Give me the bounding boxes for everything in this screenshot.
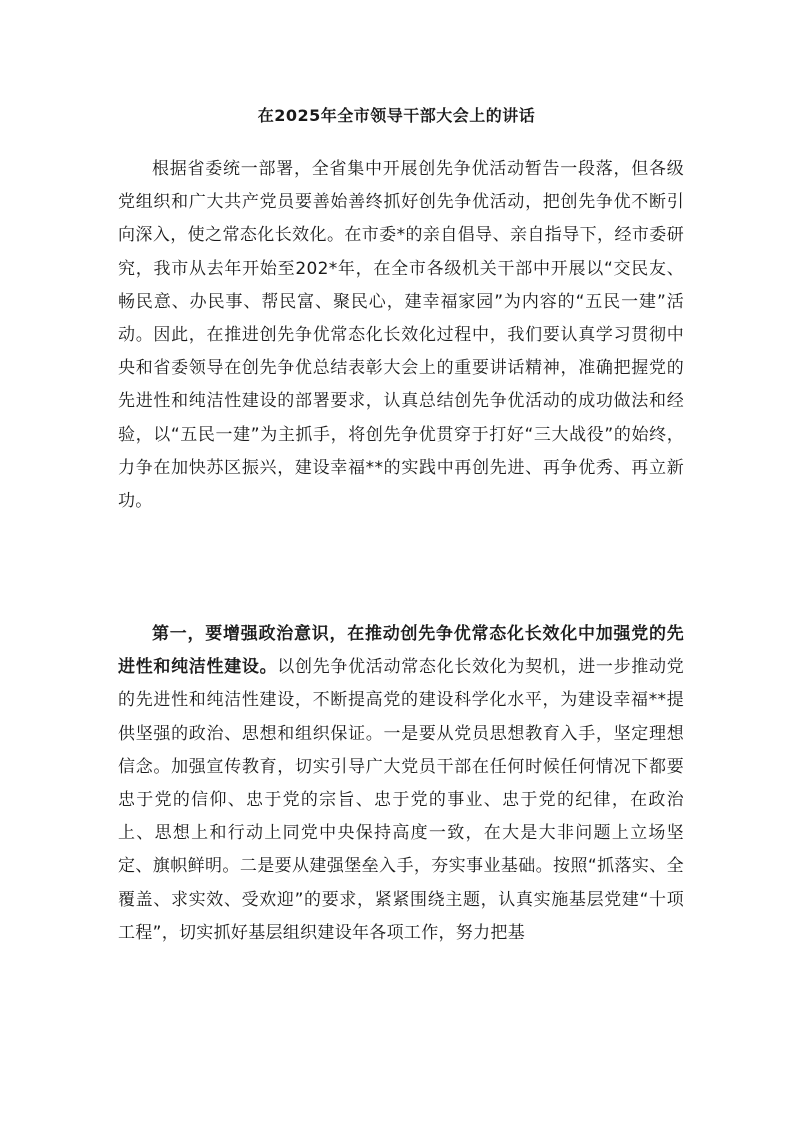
paragraph-2 (118, 618, 684, 950)
paragraph-1: 根据省委统一部署，全省集中开展创先争优活动暂告一段落，但各级党组织和广大共产党员要善始善终抓好创先争优活动，把创先争优不断引向深入，使之常态化长效化。在市委*的亲自倡导、亲自指导下，经市委研究，我市从去年开始至202*年，在全市各级机关干部中开展以“交民友、畅民意、办民事、帮民富、聚民心，建幸福家园”为内容的“五民一建”活动。因此，在推进创先争优常态化长效化过程中，我们要认真学习贯彻中央和省委领导在创先争优总结表彰大会上的重要讲话精神，准确把握党的先进性和纯洁性建设的部署要求，认真总结创先争优活动的成功做法和经验，以“五民一建”为主抓手，将创先争优贯穿于打好“三大战役”的始终，力争在加快苏区振兴，建设幸福**的实践中再创先进、再争优秀、再立新功。 (118, 159, 684, 512)
paragraph-2-heading: 第一，要增强政治意识，在推动创先争优常态化长效化中加强党的先进性和纯洁性建设。 (118, 624, 684, 678)
paragraph-2-body: 以创先争优活动常态化长效化为契机，进一步推动党的先进性和纯洁性建设，不断提高党的建设科学化水平，为建设幸福**提供坚强的政治、思想和组织保证。一是要从党员思想教育入手，坚定理想信念。加强宣传教育，切实引导广大党员干部在任何时候任何情况下都要忠于党的信仰、忠于党的宗旨、忠于党的事业、忠于党的纪律，在政治上、思想上和行动上同党中央保持高度一致，在大是大非问题上立场坚定、旗帜鲜明。二是要从建强堡垒入手，夯实事业基础。按照“抓落实、全覆盖、求实效、受欢迎”的要求，紧紧围绕主题，认真实施基层党建“十项工程”，切实抓好基层组织建设年各项工作，努力把基 (118, 657, 684, 943)
document-title: 在2025年全市领导干部大会上的讲话 (257, 106, 536, 125)
